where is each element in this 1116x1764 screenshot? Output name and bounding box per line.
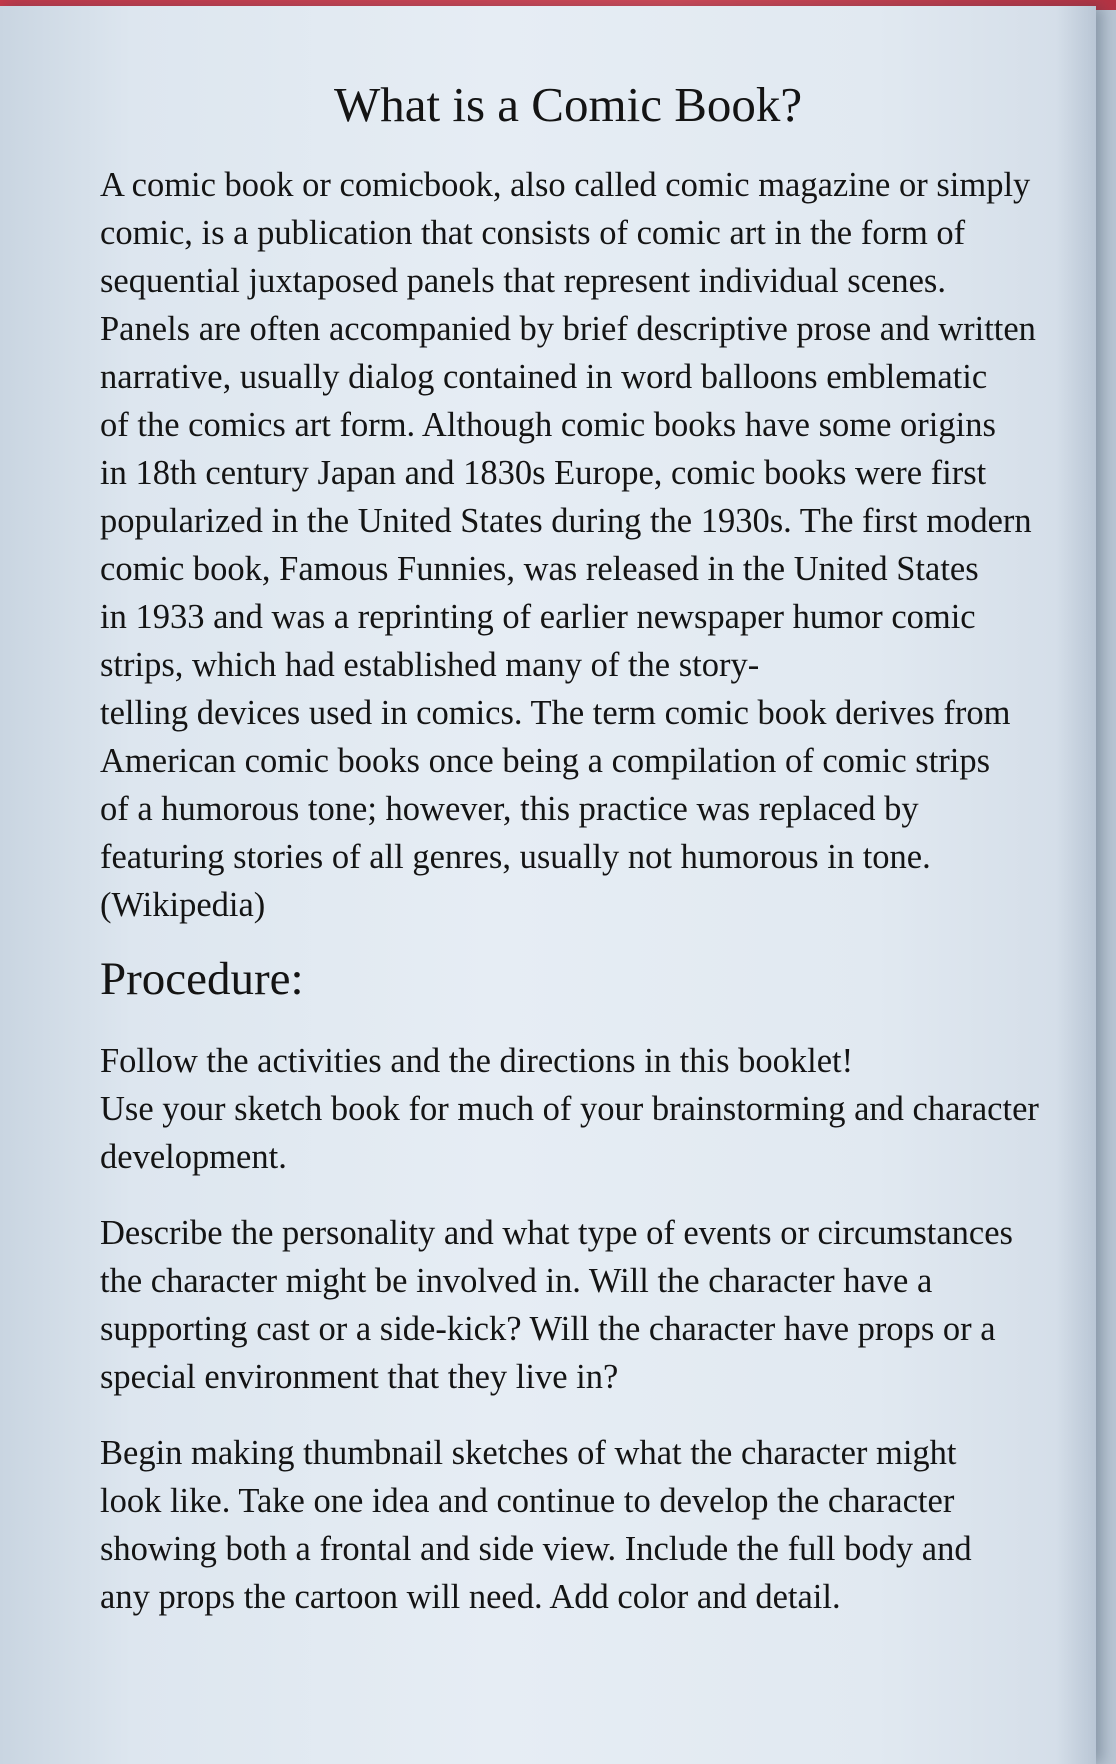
intro-line: telling devices used in comics. The term comic book derives from [100, 693, 1011, 732]
intro-line: narrative, usually dialog contained in word balloons emblematic [100, 357, 988, 396]
intro-line: of a humorous tone; however, this practice was replaced by [100, 789, 919, 828]
intro-line: Panels are often accompanied by brief descriptive prose and written [100, 309, 1036, 348]
intro-line: in 18th century Japan and 1830s Europe, comic books were first [100, 453, 987, 492]
procedure-line: Follow the activities and the directions in this booklet! [100, 1042, 854, 1081]
page-title: What is a Comic Book? [334, 77, 803, 132]
intro-line: American comic books once being a compilation of comic strips [100, 741, 991, 780]
procedure-line: special environment that they live in? [100, 1358, 619, 1397]
intro-line: sequential juxtaposed panels that represent individual scenes. [100, 261, 946, 300]
intro-line: of the comics art form. Although comic books have some origins [100, 405, 996, 444]
procedure-line: Describe the personality and what type of events or circumstances [100, 1214, 1013, 1253]
procedure-line: showing both a frontal and side view. Include the full body and [100, 1530, 972, 1569]
procedure-paragraph-2 [100, 1209, 1096, 1401]
intro-line: strips, which had established many of the story- [100, 645, 760, 684]
procedure-line: the character might be involved in. Will the character have a [100, 1262, 933, 1301]
procedure-line: Use your sketch book for much of your brainstorming and character [100, 1090, 1039, 1129]
booklet-page [0, 6, 1096, 1764]
page-content [100, 76, 1096, 1649]
procedure-paragraph-3 [100, 1429, 1096, 1621]
intro-line: popularized in the United States during the 1930s. The first modern [100, 501, 1032, 540]
procedure-line: supporting cast or a side-kick? Will the character have props or a [100, 1310, 996, 1349]
intro-line: (Wikipedia) [100, 885, 266, 924]
procedure-paragraph-1 [100, 1037, 1096, 1181]
intro-line: comic book, Famous Funnies, was released in the United States [100, 549, 979, 588]
procedure-line: any props the cartoon will need. Add color and detail. [100, 1578, 841, 1617]
procedure-line: Begin making thumbnail sketches of what the character might [100, 1434, 957, 1473]
intro-line: comic, is a publication that consists of comic art in the form of [100, 213, 966, 252]
intro-line: in 1933 and was a reprinting of earlier newspaper humor comic [100, 597, 976, 636]
intro-line: A comic book or comicbook, also called comic magazine or simply [100, 165, 1031, 204]
procedure-line: development. [100, 1138, 287, 1177]
intro-line: featuring stories of all genres, usually not humorous in tone. [100, 837, 931, 876]
procedure-line: look like. Take one idea and continue to develop the character [100, 1482, 955, 1521]
procedure-heading: Procedure: [100, 952, 304, 1005]
intro-paragraph [100, 161, 1096, 929]
